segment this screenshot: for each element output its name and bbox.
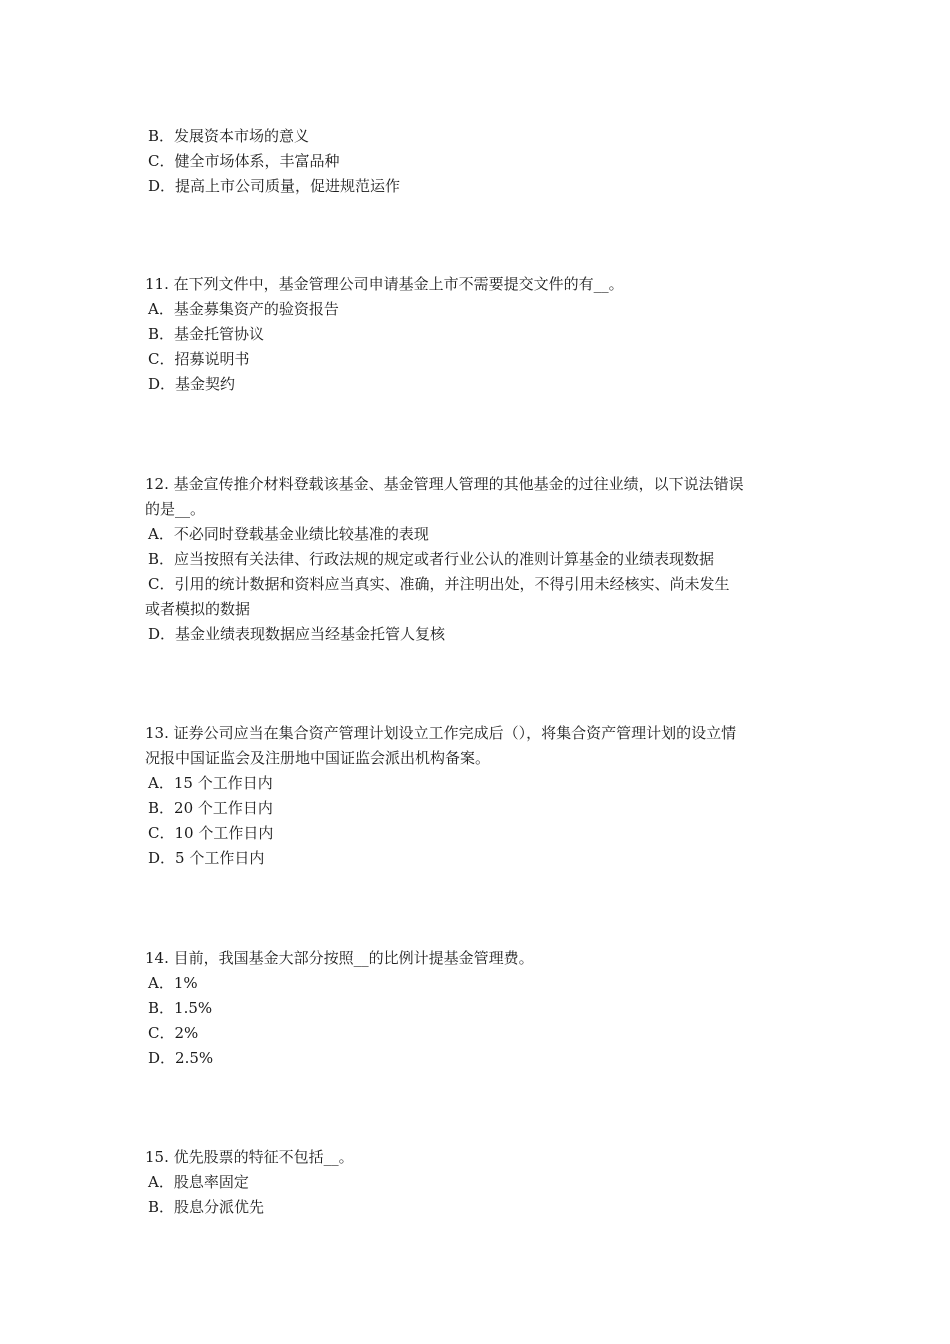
- q12-option-c-continued: 或者模拟的数据: [145, 600, 251, 618]
- q13-stem-line2: 况报中国证监会及注册地中国证监会派出机构备案。: [145, 749, 491, 767]
- q14-option-b: B．1.5%: [148, 999, 213, 1017]
- q14-stem: 14. 目前，我国基金大部分按照__的比例计提基金管理费。: [145, 949, 534, 967]
- q11-option-d: D．基金契约: [148, 375, 236, 393]
- q12-option-b: B．应当按照有关法律、行政法规的规定或者行业公认的准则计算基金的业绩表现数据: [148, 550, 715, 568]
- q13-option-b: B．20 个工作日内: [148, 799, 273, 817]
- q10-option-b: B．发展资本市场的意义: [148, 127, 310, 145]
- q13-stem-line1: 13. 证券公司应当在集合资产管理计划设立工作完成后（），将集合资产管理计划的设立情: [145, 724, 737, 742]
- q12-stem-line2: 的是__。: [145, 500, 206, 518]
- q14-option-c: C．2%: [148, 1024, 199, 1042]
- q13-option-a: A．15 个工作日内: [148, 774, 273, 792]
- q15-stem: 15. 优先股票的特征不包括__。: [145, 1148, 354, 1166]
- q14-option-d: D．2.5%: [148, 1049, 214, 1067]
- q13-option-d: D．5 个工作日内: [148, 849, 265, 867]
- q15-option-a: A．股息率固定: [148, 1173, 249, 1191]
- q10-option-c: C．健全市场体系，丰富品种: [148, 152, 340, 170]
- q11-option-a: A．基金募集资产的验资报告: [148, 300, 339, 318]
- q11-option-c: C．招募说明书: [148, 350, 250, 368]
- q12-option-a: A．不必同时登载基金业绩比较基准的表现: [148, 525, 429, 543]
- q11-stem: 11. 在下列文件中，基金管理公司申请基金上市不需要提交文件的有__。: [145, 275, 624, 293]
- q12-option-c: C．引用的统计数据和资料应当真实、准确，并注明出处，不得引用未经核实、尚未发生: [148, 575, 730, 593]
- q14-option-a: A．1%: [148, 974, 198, 992]
- q12-stem-line1: 12. 基金宣传推介材料登载该基金、基金管理人管理的其他基金的过往业绩，以下说法错误: [145, 475, 744, 493]
- q10-option-d: D．提高上市公司质量，促进规范运作: [148, 177, 401, 195]
- q13-option-c: C．10 个工作日内: [148, 824, 274, 842]
- q12-option-d: D．基金业绩表现数据应当经基金托管人复核: [148, 625, 446, 643]
- q15-option-b: B．股息分派优先: [148, 1198, 265, 1216]
- q11-option-b: B．基金托管协议: [148, 325, 265, 343]
